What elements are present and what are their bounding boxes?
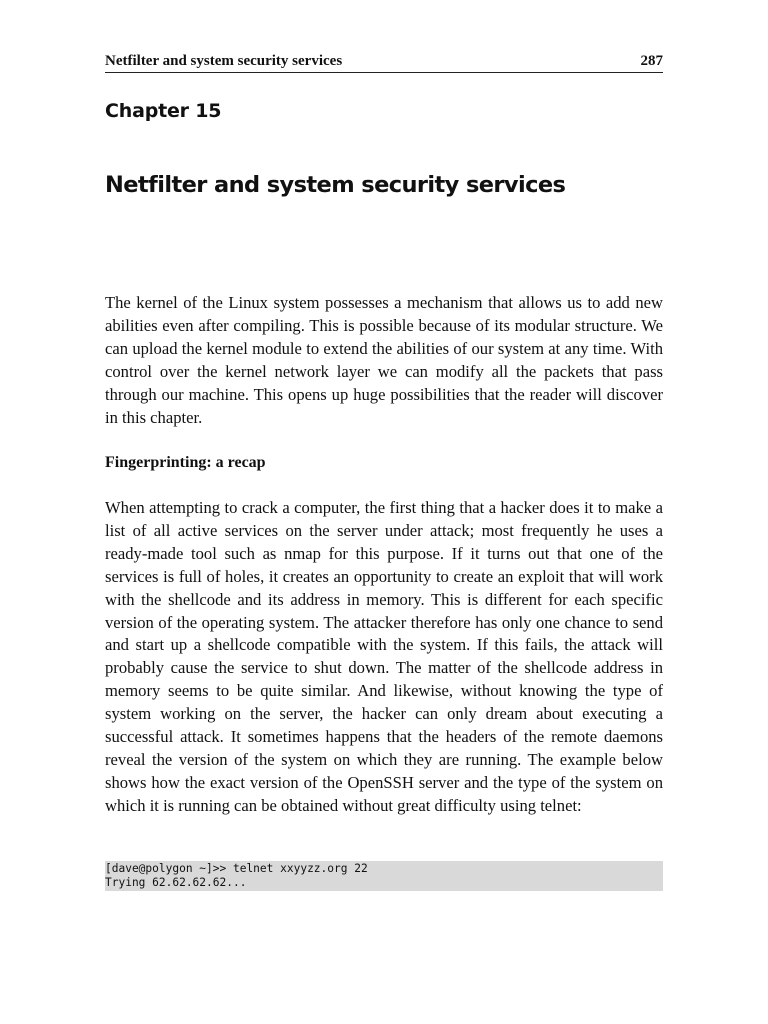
section-paragraph: When attempting to crack a computer, the first thing that a hacker does it to make a list of all active services on the server under attack; most frequently he uses a ready-made tool such as nmap for this purpose. If it turns out that one of the services is full of holes, it creates an opportunity to create an exploit that will work with the shellcode and its address in memory. This is different for each specific version of the operating system. The attacker therefore has only one chance to send and start up a shellcode compatible with the system. If this fails, the attack will probably cause the service to shut down. The matter of the shellcode address in memory seems to be quite similar. And likewise, without knowing the type of system working on the server, the hacker can only dream about executing a successful attack. It sometimes happens that the headers of the remote daemons reveal the version of the system on which they are running. The example below shows how the exact version of the OpenSSH server and the type of the system on which it is running can be obtained without great difficulty using telnet:	[105, 498, 663, 815]
intro-paragraph: The kernel of the Linux system possesses a mechanism that allows us to add new abilities even after compiling. This is possible because of its modular structure. We can upload the kernel module to extend the abilities of our system at any time. With control over the kernel network layer we can modify all the packets that pass through our machine. This opens up huge possibilities that the reader will discover in this chapter.	[105, 293, 663, 427]
running-head-title: Netfilter and system security services	[105, 53, 343, 69]
chapter-label: Chapter 15	[105, 100, 222, 122]
code-block	[105, 861, 663, 891]
chapter-title: Netfilter and system security services	[105, 172, 566, 198]
section-heading: Fingerprinting: a recap	[105, 454, 266, 471]
code-line: Trying 62.62.62.62...	[105, 876, 247, 889]
running-head	[105, 50, 663, 73]
page-number: 287	[640, 53, 663, 69]
code-line: [dave@polygon ~]>> telnet xxyyzz.org 22	[105, 862, 368, 875]
